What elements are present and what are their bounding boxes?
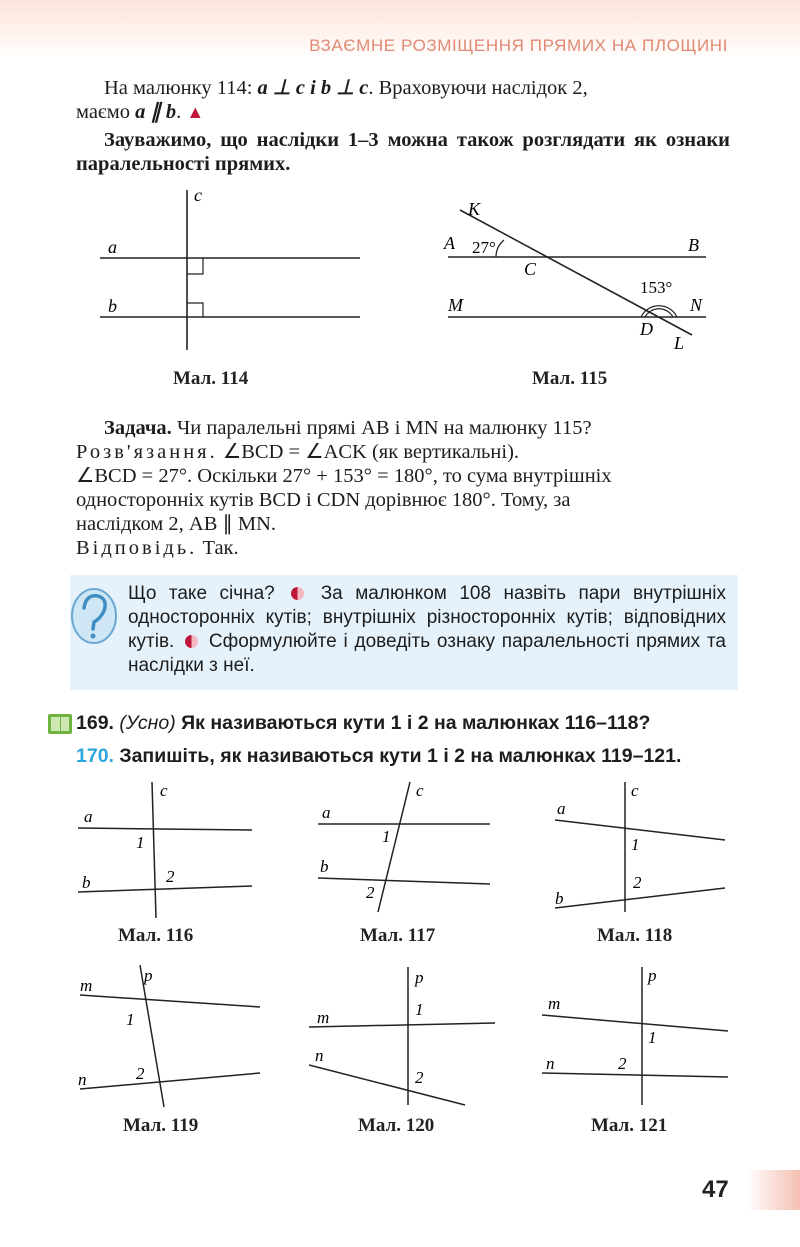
fig121-label-p: p (648, 966, 657, 985)
book-icon (47, 712, 73, 736)
fig119-angle-1: 1 (126, 1010, 135, 1029)
caption-119: Мал. 119 (123, 1115, 199, 1136)
figure-117 (310, 782, 500, 922)
fig121-label-m: m (548, 994, 561, 1013)
question-icon (68, 584, 120, 646)
fig118-angle-1: 1 (631, 835, 640, 854)
figure-121 (538, 965, 738, 1110)
intro-line2-pre: маємо (76, 101, 136, 123)
label-M: M (448, 295, 463, 315)
fig119-label-m: m (80, 976, 93, 995)
label-C: C (524, 259, 537, 279)
solution-line-1: ∠BCD = ∠ACK (як вертикальні). (222, 441, 520, 463)
answer-label: Відповідь. (76, 537, 198, 559)
figure-120 (305, 965, 505, 1110)
intro-paragraph (76, 76, 730, 124)
angle-arc-27 (496, 240, 504, 257)
caption-118: Мал. 118 (597, 925, 673, 946)
bullet-icon (291, 587, 304, 600)
label-153: 153° (640, 278, 673, 297)
fig117-label-c: c (416, 782, 424, 800)
caption-120: Мал. 120 (358, 1115, 435, 1136)
caption-117: Мал. 117 (360, 925, 436, 946)
end-of-proof-triangle-icon: ▲ (186, 102, 205, 122)
label-c: c (194, 185, 202, 205)
intro-line2-math: a ∥ b (135, 101, 177, 123)
fig118-label-b: b (555, 889, 564, 908)
fig118-angle-2: 2 (633, 873, 642, 892)
question-1: Що таке січна? (128, 583, 275, 604)
fig119-label-n: n (78, 1070, 87, 1089)
solution-line-4: наслідком 2, AB ∥ MN. (76, 513, 277, 535)
fig116-label-c: c (160, 782, 168, 800)
label-a: a (108, 237, 117, 257)
fig118-label-a: a (557, 799, 566, 818)
label-B: B (688, 235, 699, 255)
label-K: K (468, 199, 481, 219)
figure-114 (95, 185, 365, 355)
exercise-169-number: 169. (76, 712, 114, 734)
question-2: За малюнком 108 назвіть пари внутрішніх односторонніх кутів; внутрішніх різносторонніх кутів; відповідних кутів. (128, 583, 726, 652)
exercise-169-text: Як називаються кути 1 і 2 на малюнках 116–118? (181, 712, 651, 734)
fig119-label-p: p (144, 966, 153, 985)
caption-121: Мал. 121 (591, 1115, 668, 1136)
fig117-label-a: a (322, 803, 331, 822)
label-b: b (108, 296, 117, 316)
fig121-angle-1: 1 (648, 1028, 657, 1047)
intro-line2 (76, 100, 204, 124)
exercise-170-text: Запишіть, як називаються кути 1 і 2 на малюнках 119–121. (119, 745, 682, 767)
task-question: Чи паралельні прямі AB і MN на малюнку 115? (176, 417, 592, 439)
fig118-label-c: c (631, 782, 639, 800)
label-27: 27° (472, 238, 496, 257)
angle-arc-153b (645, 309, 673, 317)
question-3: Сформулюйте і доведіть ознаку паралельності прямих та наслідки з неї. (128, 631, 726, 676)
fig116-angle-1: 1 (136, 833, 145, 852)
exercise-169 (76, 712, 650, 735)
task-block (76, 416, 730, 560)
fig120-angle-1: 1 (415, 1000, 424, 1019)
solution-line-2: ∠BCD = 27°. Оскільки 27° + 153° = 180°, то сума внутрішніх (76, 465, 612, 487)
label-L: L (674, 333, 685, 353)
page-number: 47 (702, 1176, 729, 1203)
figure-118 (545, 782, 735, 922)
intro-text: На малюнку 114: (104, 77, 258, 99)
caption-114: Мал. 114 (173, 368, 249, 389)
caption-115: Мал. 115 (532, 368, 608, 389)
fig117-angle-2: 2 (366, 883, 375, 902)
fig116-label-b: b (82, 873, 91, 892)
label-D: D (640, 319, 653, 339)
page-corner-tab (746, 1170, 800, 1210)
exercise-169-note: (Усно) (119, 712, 176, 734)
fig121-label-n: n (546, 1054, 555, 1073)
fig117-angle-1: 1 (382, 827, 391, 846)
fig117-label-b: b (320, 857, 329, 876)
task-title: Задача. (104, 417, 172, 439)
bullet-icon (185, 635, 198, 648)
fig120-label-p: p (415, 968, 424, 987)
solution-line-3: односторонніх кутів BCD і CDN дорівнює 180°. Тому, за (76, 489, 571, 511)
fig116-label-a: a (84, 807, 93, 826)
answer-text: Так. (202, 537, 239, 559)
caption-116: Мал. 116 (118, 925, 194, 946)
figure-116 (70, 782, 260, 922)
figure-119 (70, 965, 270, 1110)
label-N: N (690, 295, 703, 315)
fig120-label-m: m (317, 1008, 330, 1027)
fig121-angle-2: 2 (618, 1054, 627, 1073)
solution-label: Розв'язання. (76, 441, 218, 463)
fig120-angle-2: 2 (415, 1068, 424, 1087)
section-header: ВЗАЄМНЕ РОЗМІЩЕННЯ ПРЯМИХ НА ПЛОЩИНІ (309, 36, 728, 55)
right-angle-mark-2 (187, 303, 203, 317)
figure-115 (440, 195, 720, 355)
exercise-170-number: 170. (76, 745, 114, 767)
fig116-angle-2: 2 (166, 867, 175, 886)
fig120-label-n: n (315, 1046, 324, 1065)
intro-math: a ⊥ c і b ⊥ c (257, 77, 369, 99)
exercise-170 (76, 745, 681, 768)
right-angle-mark-1 (187, 258, 203, 274)
intro-line2-post: . (176, 101, 182, 123)
intro-text-2: . Враховуючи наслідок 2, (368, 77, 588, 99)
note-paragraph: Зауважимо, що наслідки 1–3 можна також розглядати як ознаки паралельності прямих. (76, 129, 730, 175)
label-A: A (444, 233, 455, 253)
fig119-angle-2: 2 (136, 1064, 145, 1083)
questions-text (128, 582, 726, 678)
